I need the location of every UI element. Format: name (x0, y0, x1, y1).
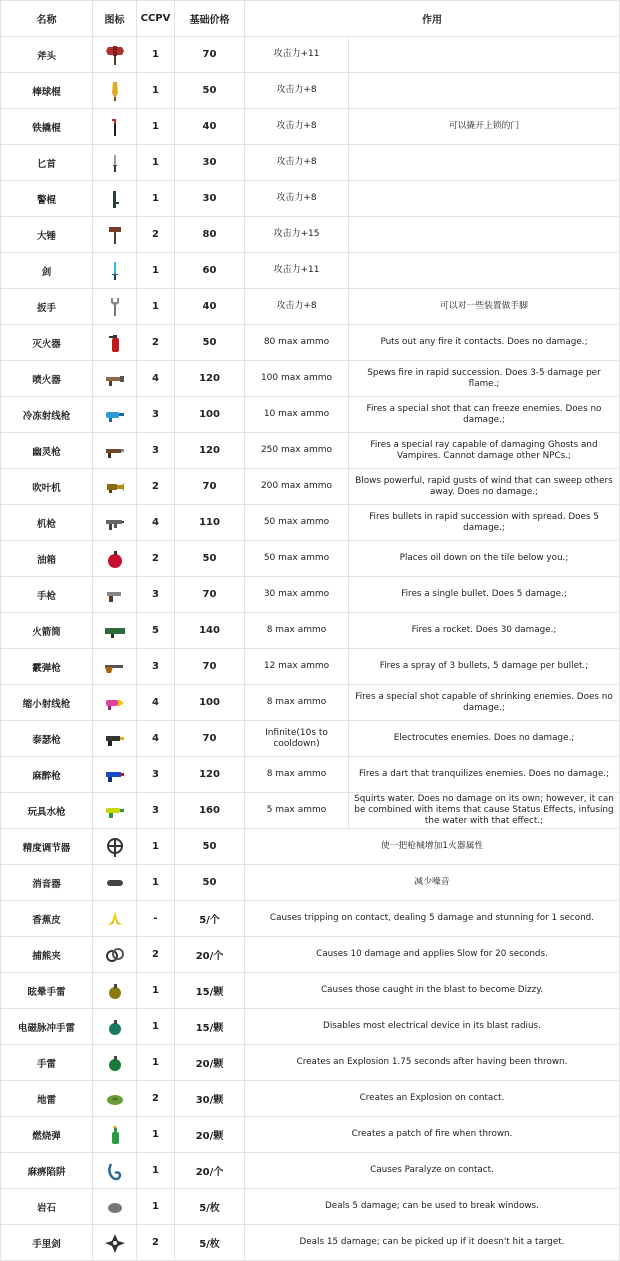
item-ccpv: 3 (137, 649, 175, 685)
item-price: 70 (175, 469, 245, 505)
item-name: 扳手 (1, 289, 93, 325)
item-name: 火箭筒 (1, 613, 93, 649)
table-row (1, 613, 620, 649)
item-name: 霰弹枪 (1, 649, 93, 685)
table-row (1, 829, 620, 865)
table-body (1, 37, 620, 1261)
water-pistol-icon (95, 799, 134, 823)
item-name: 地雷 (1, 1081, 93, 1117)
item-ccpv: 3 (137, 577, 175, 613)
item-effect: Fires bullets in rapid succession with spread. Does 5 damage.; (349, 505, 620, 541)
table-row (1, 757, 620, 793)
item-effect: Electrocutes enemies. Does no damage.; (349, 721, 620, 757)
item-name: 麻醉枪 (1, 757, 93, 793)
accuracy-mod-icon (95, 835, 134, 859)
item-price: 70 (175, 721, 245, 757)
grenade-icon (95, 1051, 134, 1075)
item-name: 手里剑 (1, 1225, 93, 1261)
item-ccpv: - (137, 901, 175, 937)
item-price: 50 (175, 325, 245, 361)
item-effect: 可以撬开上锁的门 (349, 109, 620, 145)
sledgehammer-icon (95, 223, 134, 247)
item-effect: Places oil down on the tile below you.; (349, 541, 620, 577)
item-name: 玩具水枪 (1, 793, 93, 829)
item-price: 120 (175, 361, 245, 397)
item-name: 棒球棍 (1, 73, 93, 109)
taser-icon (95, 727, 134, 751)
item-effect: Fires a rocket. Does 30 damage.; (349, 613, 620, 649)
item-stat: 攻击力+11 (245, 253, 349, 289)
item-icon-cell (93, 757, 137, 793)
item-effect (349, 217, 620, 253)
item-icon-cell (93, 145, 137, 181)
item-price: 70 (175, 37, 245, 73)
item-ccpv: 2 (137, 469, 175, 505)
baseball-bat-icon (95, 79, 134, 103)
item-price: 50 (175, 541, 245, 577)
item-name: 手枪 (1, 577, 93, 613)
item-ccpv: 1 (137, 181, 175, 217)
landmine-icon (95, 1087, 134, 1111)
item-price: 120 (175, 757, 245, 793)
item-effect: Causes Paralyze on contact. (245, 1153, 620, 1189)
item-name: 喷火器 (1, 361, 93, 397)
tranquilizer-gun-icon (95, 763, 134, 787)
item-price: 50 (175, 829, 245, 865)
item-effect (349, 145, 620, 181)
item-effect (349, 181, 620, 217)
item-price: 20/颗 (175, 1117, 245, 1153)
item-price: 70 (175, 577, 245, 613)
header-effect: 作用 (245, 1, 620, 37)
item-stat: 50 max ammo (245, 541, 349, 577)
item-icon-cell (93, 361, 137, 397)
item-stat: 攻击力+8 (245, 109, 349, 145)
item-icon-cell (93, 613, 137, 649)
item-name: 缩小射线枪 (1, 685, 93, 721)
item-effect: Fires a single bullet. Does 5 damage.; (349, 577, 620, 613)
item-ccpv: 1 (137, 973, 175, 1009)
item-name: 灭火器 (1, 325, 93, 361)
item-effect: Creates a patch of fire when thrown. (245, 1117, 620, 1153)
item-ccpv: 3 (137, 757, 175, 793)
item-price: 20/颗 (175, 1045, 245, 1081)
table-row (1, 253, 620, 289)
table-row (1, 1045, 620, 1081)
item-icon-cell (93, 253, 137, 289)
silencer-icon (95, 871, 134, 895)
item-name: 吹叶机 (1, 469, 93, 505)
item-effect: Blows powerful, rapid gusts of wind that can sweep others away. Does no damage.; (349, 469, 620, 505)
item-effect: Fires a special shot capable of shrinking enemies. Does no damage.; (349, 685, 620, 721)
item-effect: Spews fire in rapid succession. Does 3-5 damage per flame.; (349, 361, 620, 397)
item-price: 5/个 (175, 901, 245, 937)
item-ccpv: 1 (137, 73, 175, 109)
header-icon: 图标 (93, 1, 137, 37)
item-price: 5/枚 (175, 1225, 245, 1261)
dizzy-grenade-icon (95, 979, 134, 1003)
item-effect: Deals 5 damage; can be used to break windows. (245, 1189, 620, 1225)
item-icon-cell (93, 865, 137, 901)
item-name: 剑 (1, 253, 93, 289)
item-effect: 减少噪音 (245, 865, 620, 901)
flamethrower-icon (95, 367, 134, 391)
item-name: 匕首 (1, 145, 93, 181)
table-row (1, 361, 620, 397)
rocket-launcher-icon (95, 619, 134, 643)
item-name: 冷冻射线枪 (1, 397, 93, 433)
item-ccpv: 1 (137, 865, 175, 901)
nightstick-icon (95, 187, 134, 211)
item-icon-cell (93, 577, 137, 613)
table-row (1, 937, 620, 973)
item-name: 精度调节器 (1, 829, 93, 865)
item-ccpv: 1 (137, 253, 175, 289)
item-ccpv: 1 (137, 145, 175, 181)
rock-icon (95, 1195, 134, 1219)
item-price: 30/颗 (175, 1081, 245, 1117)
item-ccpv: 3 (137, 397, 175, 433)
wrench-icon (95, 295, 134, 319)
item-icon-cell (93, 1081, 137, 1117)
item-icon-cell (93, 1045, 137, 1081)
item-stat: 80 max ammo (245, 325, 349, 361)
table-row (1, 973, 620, 1009)
emp-grenade-icon (95, 1015, 134, 1039)
item-stat: 10 max ammo (245, 397, 349, 433)
table-row (1, 505, 620, 541)
item-icon-cell (93, 721, 137, 757)
item-price: 30 (175, 181, 245, 217)
ghost-gun-icon (95, 439, 134, 463)
table-row (1, 325, 620, 361)
item-effect: Fires a special ray capable of damaging Ghosts and Vampires. Cannot damage other NPCs.; (349, 433, 620, 469)
item-icon-cell (93, 1189, 137, 1225)
table-row (1, 73, 620, 109)
item-stat: 攻击力+11 (245, 37, 349, 73)
item-name: 眩晕手雷 (1, 973, 93, 1009)
item-icon-cell (93, 73, 137, 109)
table-row (1, 145, 620, 181)
dagger-icon (95, 151, 134, 175)
item-ccpv: 2 (137, 217, 175, 253)
item-icon-cell (93, 1009, 137, 1045)
table-row (1, 397, 620, 433)
item-effect (349, 73, 620, 109)
item-ccpv: 1 (137, 1117, 175, 1153)
item-effect: Fires a spray of 3 bullets, 5 damage per bullet.; (349, 649, 620, 685)
item-stat: 8 max ammo (245, 685, 349, 721)
header-name: 名称 (1, 1, 93, 37)
item-stat: 50 max ammo (245, 505, 349, 541)
item-price: 140 (175, 613, 245, 649)
molotov-icon (95, 1123, 134, 1147)
item-stat: 100 max ammo (245, 361, 349, 397)
item-price: 20/个 (175, 937, 245, 973)
table-row (1, 865, 620, 901)
item-effect: Squirts water. Does no damage on its own; however, it can be combined with items that cause Status Effects, infusing the water with that effect.; (349, 793, 620, 829)
sword-icon (95, 259, 134, 283)
item-price: 120 (175, 433, 245, 469)
header-price: 基础价格 (175, 1, 245, 37)
item-name: 捕熊夹 (1, 937, 93, 973)
leaf-blower-icon (95, 475, 134, 499)
item-effect: Causes tripping on contact, dealing 5 damage and stunning for 1 second. (245, 901, 620, 937)
crowbar-icon (95, 115, 134, 139)
item-stat: 200 max ammo (245, 469, 349, 505)
item-effect (349, 37, 620, 73)
item-icon-cell (93, 685, 137, 721)
item-price: 100 (175, 685, 245, 721)
table-row (1, 1189, 620, 1225)
item-stat: 8 max ammo (245, 757, 349, 793)
item-price: 15/颗 (175, 973, 245, 1009)
item-icon-cell (93, 1117, 137, 1153)
item-name: 斧头 (1, 37, 93, 73)
item-icon-cell (93, 649, 137, 685)
table-row (1, 541, 620, 577)
item-icon-cell (93, 289, 137, 325)
table-row (1, 1225, 620, 1261)
freeze-ray-icon (95, 403, 134, 427)
item-icon-cell (93, 1225, 137, 1261)
table-row (1, 1081, 620, 1117)
item-stat: 攻击力+8 (245, 289, 349, 325)
item-ccpv: 1 (137, 1045, 175, 1081)
table-row (1, 289, 620, 325)
item-ccpv: 1 (137, 829, 175, 865)
item-price: 60 (175, 253, 245, 289)
item-effect: Puts out any fire it contacts. Does no damage.; (349, 325, 620, 361)
item-ccpv: 4 (137, 505, 175, 541)
shotgun-icon (95, 655, 134, 679)
item-name: 香蕉皮 (1, 901, 93, 937)
item-ccpv: 3 (137, 793, 175, 829)
table-row (1, 685, 620, 721)
item-stat: 攻击力+8 (245, 73, 349, 109)
shuriken-icon (95, 1231, 134, 1255)
item-icon-cell (93, 901, 137, 937)
oil-container-icon (95, 547, 134, 571)
item-icon-cell (93, 217, 137, 253)
item-price: 5/枚 (175, 1189, 245, 1225)
item-effect: Creates an Explosion 1.75 seconds after having been thrown. (245, 1045, 620, 1081)
item-price: 40 (175, 109, 245, 145)
item-name: 警棍 (1, 181, 93, 217)
item-name: 幽灵枪 (1, 433, 93, 469)
table-row (1, 217, 620, 253)
item-name: 铁撬棍 (1, 109, 93, 145)
table-row (1, 901, 620, 937)
item-icon-cell (93, 1153, 137, 1189)
item-effect: Causes 10 damage and applies Slow for 20 seconds. (245, 937, 620, 973)
table-row (1, 649, 620, 685)
item-price: 50 (175, 865, 245, 901)
item-price: 70 (175, 649, 245, 685)
item-stat: 30 max ammo (245, 577, 349, 613)
item-name: 泰瑟枪 (1, 721, 93, 757)
header-ccpv: CCPV (137, 1, 175, 37)
item-ccpv: 4 (137, 361, 175, 397)
item-ccpv: 5 (137, 613, 175, 649)
item-ccpv: 1 (137, 109, 175, 145)
item-icon-cell (93, 469, 137, 505)
fire-extinguisher-icon (95, 331, 134, 355)
item-icon-cell (93, 973, 137, 1009)
item-name: 油箱 (1, 541, 93, 577)
item-ccpv: 2 (137, 541, 175, 577)
table-row (1, 37, 620, 73)
item-ccpv: 1 (137, 289, 175, 325)
item-icon-cell (93, 541, 137, 577)
item-ccpv: 4 (137, 685, 175, 721)
item-price: 30 (175, 145, 245, 181)
item-icon-cell (93, 505, 137, 541)
item-price: 50 (175, 73, 245, 109)
item-ccpv: 1 (137, 37, 175, 73)
item-ccpv: 3 (137, 433, 175, 469)
item-price: 80 (175, 217, 245, 253)
item-stat: 250 max ammo (245, 433, 349, 469)
item-effect: 使一把枪械增加1火器属性 (245, 829, 620, 865)
item-icon-cell (93, 325, 137, 361)
banana-peel-icon (95, 907, 134, 931)
item-icon-cell (93, 397, 137, 433)
item-icon-cell (93, 829, 137, 865)
item-icon-cell (93, 37, 137, 73)
item-name: 手雷 (1, 1045, 93, 1081)
table-row (1, 433, 620, 469)
item-ccpv: 2 (137, 1081, 175, 1117)
axe-icon (95, 43, 134, 67)
item-effect: Fires a dart that tranquilizes enemies. Does no damage.; (349, 757, 620, 793)
item-icon-cell (93, 937, 137, 973)
item-effect: Causes those caught in the blast to become Dizzy. (245, 973, 620, 1009)
item-stat: 8 max ammo (245, 613, 349, 649)
item-price: 20/个 (175, 1153, 245, 1189)
table-row (1, 577, 620, 613)
item-stat: 攻击力+15 (245, 217, 349, 253)
table-row (1, 1117, 620, 1153)
table-row (1, 1153, 620, 1189)
item-effect (349, 253, 620, 289)
item-ccpv: 2 (137, 937, 175, 973)
item-ccpv: 4 (137, 721, 175, 757)
item-name: 消音器 (1, 865, 93, 901)
machine-gun-icon (95, 511, 134, 535)
item-effect: Fires a special shot that can freeze enemies. Does no damage.; (349, 397, 620, 433)
item-ccpv: 2 (137, 325, 175, 361)
table-row (1, 469, 620, 505)
item-ccpv: 1 (137, 1009, 175, 1045)
pistol-icon (95, 583, 134, 607)
table-row (1, 181, 620, 217)
item-icon-cell (93, 109, 137, 145)
item-price: 160 (175, 793, 245, 829)
item-effect: Disables most electrical device in its blast radius. (245, 1009, 620, 1045)
item-effect: Creates an Explosion on contact. (245, 1081, 620, 1117)
table-row (1, 793, 620, 829)
item-ccpv: 1 (137, 1153, 175, 1189)
item-name: 岩石 (1, 1189, 93, 1225)
item-name: 麻痹陷阱 (1, 1153, 93, 1189)
item-stat: Infinite(10s to cooldown) (245, 721, 349, 757)
item-ccpv: 2 (137, 1225, 175, 1261)
item-name: 电磁脉冲手雷 (1, 1009, 93, 1045)
item-name: 燃烧弹 (1, 1117, 93, 1153)
item-icon-cell (93, 793, 137, 829)
item-price: 40 (175, 289, 245, 325)
paralyzer-trap-icon (95, 1159, 134, 1183)
table-row (1, 721, 620, 757)
item-effect: Deals 15 damage; can be picked up if it doesn't hit a target. (245, 1225, 620, 1261)
table-header-row (1, 1, 620, 37)
item-icon-cell (93, 181, 137, 217)
item-ccpv: 1 (137, 1189, 175, 1225)
item-name: 大锤 (1, 217, 93, 253)
table-row (1, 1009, 620, 1045)
item-name: 机枪 (1, 505, 93, 541)
item-stat: 攻击力+8 (245, 181, 349, 217)
item-price: 15/颗 (175, 1009, 245, 1045)
item-price: 110 (175, 505, 245, 541)
item-price: 100 (175, 397, 245, 433)
table-row (1, 109, 620, 145)
shrink-ray-icon (95, 691, 134, 715)
item-stat: 攻击力+8 (245, 145, 349, 181)
bear-trap-icon (95, 943, 134, 967)
item-icon-cell (93, 433, 137, 469)
item-effect: 可以对一些装置做手脚 (349, 289, 620, 325)
item-stat: 12 max ammo (245, 649, 349, 685)
item-stat: 5 max ammo (245, 793, 349, 829)
